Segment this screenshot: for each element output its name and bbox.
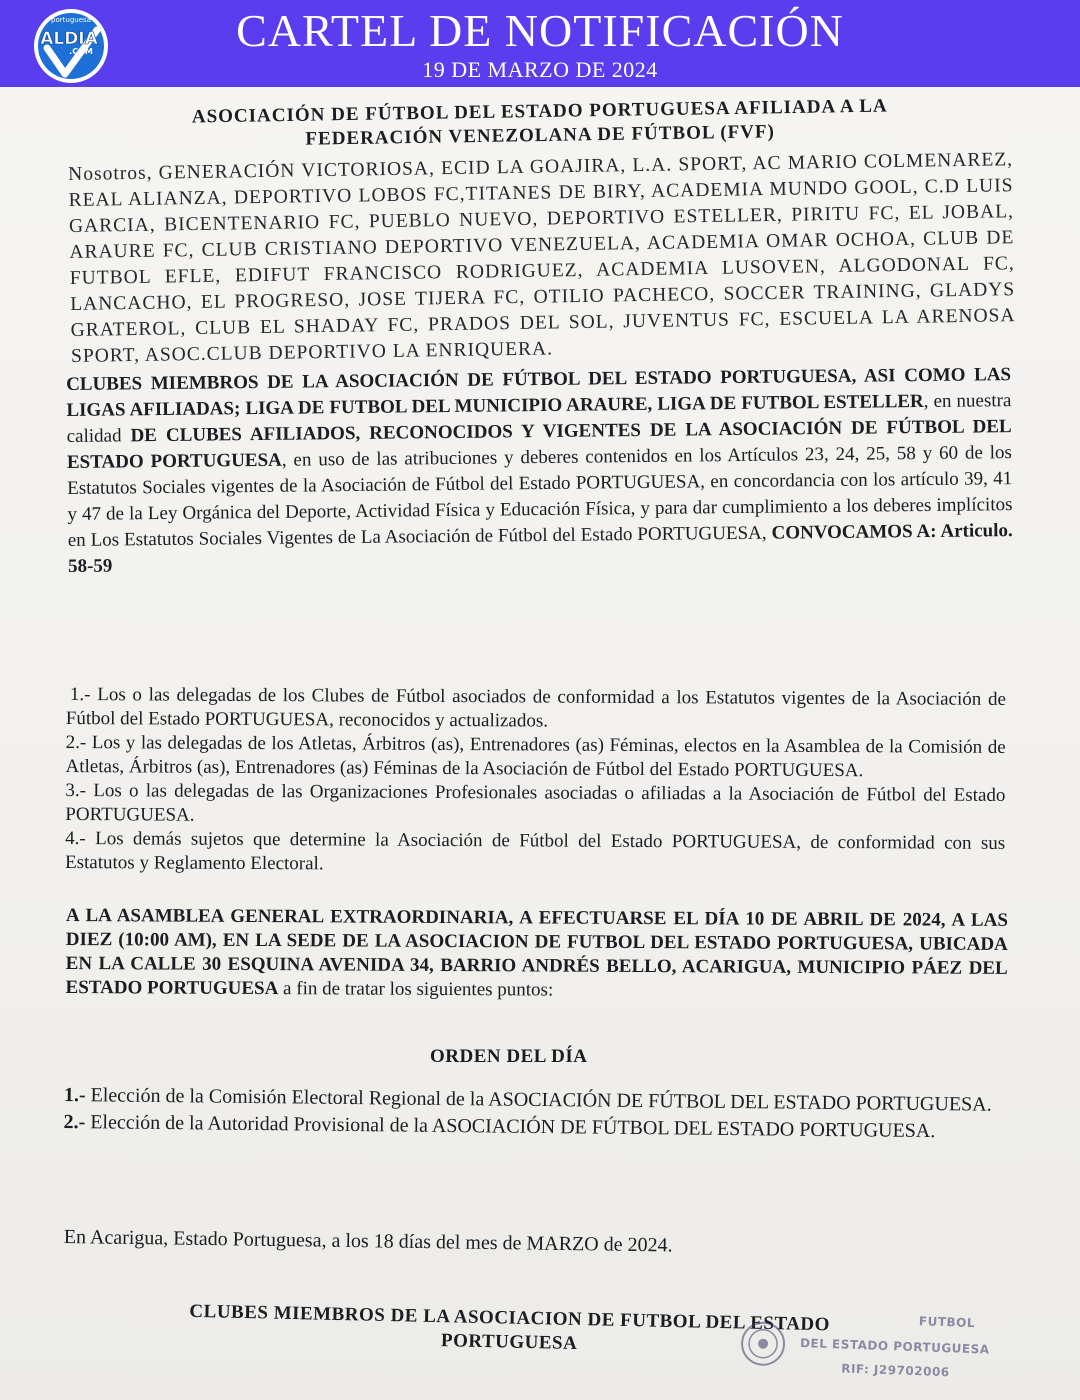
logo-text-main: ALDIA xyxy=(40,29,98,49)
seal-icon xyxy=(739,1320,787,1368)
list-item: 2.- Los y las delegadas de los Atletas, Árbitros (as), Entrenadores (as) Féminas, electos en la Asamblea de la Comisión de Atletas, Árbitros (as), Entrenadores (as) Féminas de la Asociación de Fútbol del Estado PORTUGUESA. xyxy=(65,731,1006,782)
assembly-text: a fin de tratar los siguientes puntos: xyxy=(278,978,554,1001)
list-item: 1.- Los o las delegadas de los Clubes de Fútbol asociados de conformidad a los Estatutos vigentes de la Asociación de Fútbol del Estado PORTUGUESA, reconocidos y actualizados. xyxy=(65,684,1006,732)
heading-line-2: FEDERACIÓN VENEZOLANA DE FÚTBOL (FVF) xyxy=(305,121,776,150)
clubs-paragraph: Nosotros, GENERACIÓN VICTORIOSA, ECID LA GOAJIRA, L.A. SPORT, AC MARIO COLMENAREZ, REAL ALIANZA, DEPORTIVO LOBOS FC,TITANES DE BIRY, ACADEMIA MUNDO GOOL, C.D LUIS GARCIA, BICENTENARIO FC, PUEBLO NUEVO, DEPORTIVO ESTELLER, PIRITU FC, EL JOBAL, ARAURE FC, CLUB CRISTIANO DEPORTIVO VENEZUELA, ACADEMIA OMAR OCHOA, CLUB DE FUTBOL EFLE, EDIFUT FRANCISCO RODRIGUEZ, ACADEMIA LUSOVEN, ALGODONAL FC, LANCACHO, EL PROGRESO, JOSE TIJERA FC, OTILIO PACHECO, SOCCER TRAINING, GLADYS GRATEROL, CLUB EL SHADAY FC, PRADOS DEL SOL, JUVENTUS FC, ESCUELA LA ARENOSA SPORT, ASOC.CLUB DEPORTIVO LA ENRIQUERA. xyxy=(68,149,1016,367)
logo-text-sub: .COM xyxy=(69,47,93,56)
quality-bold-text: DE CLUBES AFILIADOS, RECONOCIDOS Y VIGENTES DE LA ASOCIACIÓN DE FÚTBOL DEL ESTADO PORTUGUESA xyxy=(66,416,1012,473)
logo-text-top: portuguesa xyxy=(51,16,91,24)
convocamos-text: CONVOCAMOS A: Articulo. 58-59 xyxy=(67,520,1013,577)
agenda-text: Elección de la Autoridad Provisional de la ASOCIACIÓN DE FÚTBOL DEL ESTADO PORTUGUESA. xyxy=(85,1111,936,1143)
banner-title: CARTEL DE NOTIFICACIÓN xyxy=(236,5,844,56)
stamp-line-2: DEL ESTADO PORTUGUESA xyxy=(799,1336,990,1357)
association-stamp xyxy=(721,1301,994,1392)
agenda-item xyxy=(63,1111,1005,1144)
list-item: 3.- Los o las delegadas de las Organizaciones Profesionales asociadas o afiliadas a la Asociación de Fútbol del Estado PORTUGUESA. xyxy=(65,779,1006,826)
convocation-paragraph xyxy=(66,362,1013,580)
list-item: 4.- Los demás sujetos que determine la Asociación de Fútbol del Estado PORTUGUESA, de conformidad con sus Estatutos y Reglamento Electoral. xyxy=(65,827,1006,875)
agenda-text: Elección de la Comisión Electoral Regional de la ASOCIACIÓN DE FÚTBOL DEL ESTADO PORTUGUESA. xyxy=(85,1084,992,1116)
signature-line-2: PORTUGUESA xyxy=(440,1330,578,1355)
agenda-number: 1.- xyxy=(63,1084,86,1107)
header-banner xyxy=(0,0,1080,87)
agenda-list xyxy=(63,1084,1006,1148)
delegates-list xyxy=(65,683,1006,880)
assembly-bold-text: A LA ASAMBLEA GENERAL EXTRAORDINARIA, A EFECTUARSE EL DÍA 10 DE ABRIL DE 2024, A LAS DIEZ (10:00 AM), EN LA SEDE DE LA ASOCIACION DE FUTBOL DEL ESTADO PORTUGUESA, UBICADA EN LA CALLE 30 ESQUINA AVENIDA 34, BARRIO ANDRÉS BELLO, ACARIGUA, MUNICIPIO PÁEZ DEL ESTADO PORTUGUESA xyxy=(65,905,1008,1000)
signature-line-1: CLUBES MIEMBROS DE LA ASOCIACION DE FUTBOL DEL ESTADO xyxy=(189,1300,831,1336)
quality-text: , en nuestra calidad xyxy=(66,390,1012,447)
stamp-line-1: FUTBOL xyxy=(918,1314,976,1331)
heading-line-1: ASOCIACIÓN DE FÚTBOL DEL ESTADO PORTUGUESA AFILIADA A LA xyxy=(191,95,888,128)
orden-del-dia-title: ORDEN DEL DÍA xyxy=(430,1046,588,1067)
place-and-date: En Acarigua, Estado Portuguesa, a los 18 días del mes de MARZO de 2024. xyxy=(63,1226,673,1257)
attributions-text: , en uso de las atribuciones y deberes contenidos en los Artículos 23, 24, 25, 58 y 60 de los Estatutos Sociales vigentes de la Asociación de Fútbol del Estado PORTUGUESA, en concordancia con los artículo 39, 41 y 47 de la Ley Orgánica del Deporte, Actividad Física y Educación Física, y para dar cumplimiento a los deberes implícitos en Los Estatutos Sociales Vigentes de La Asociación de Fútbol del Estado PORTUGUESA, xyxy=(67,442,1013,551)
assembly-paragraph xyxy=(65,904,1007,1005)
agenda-number: 2.- xyxy=(63,1110,86,1134)
members-bold-text: CLUBES MIEMBROS DE LA ASOCIACIÓN DE FÚTBOL DEL ESTADO PORTUGUESA, ASI COMO LAS LIGAS AFILIADAS; LIGA DE FUTBOL DEL MUNICIPIO ARAURE, LIGA DE FUTBOL ESTELLER xyxy=(66,364,1012,421)
stamp-line-3: RIF: J29702006 xyxy=(840,1361,950,1380)
banner-date: 19 DE MARZO DE 2024 xyxy=(422,57,658,82)
